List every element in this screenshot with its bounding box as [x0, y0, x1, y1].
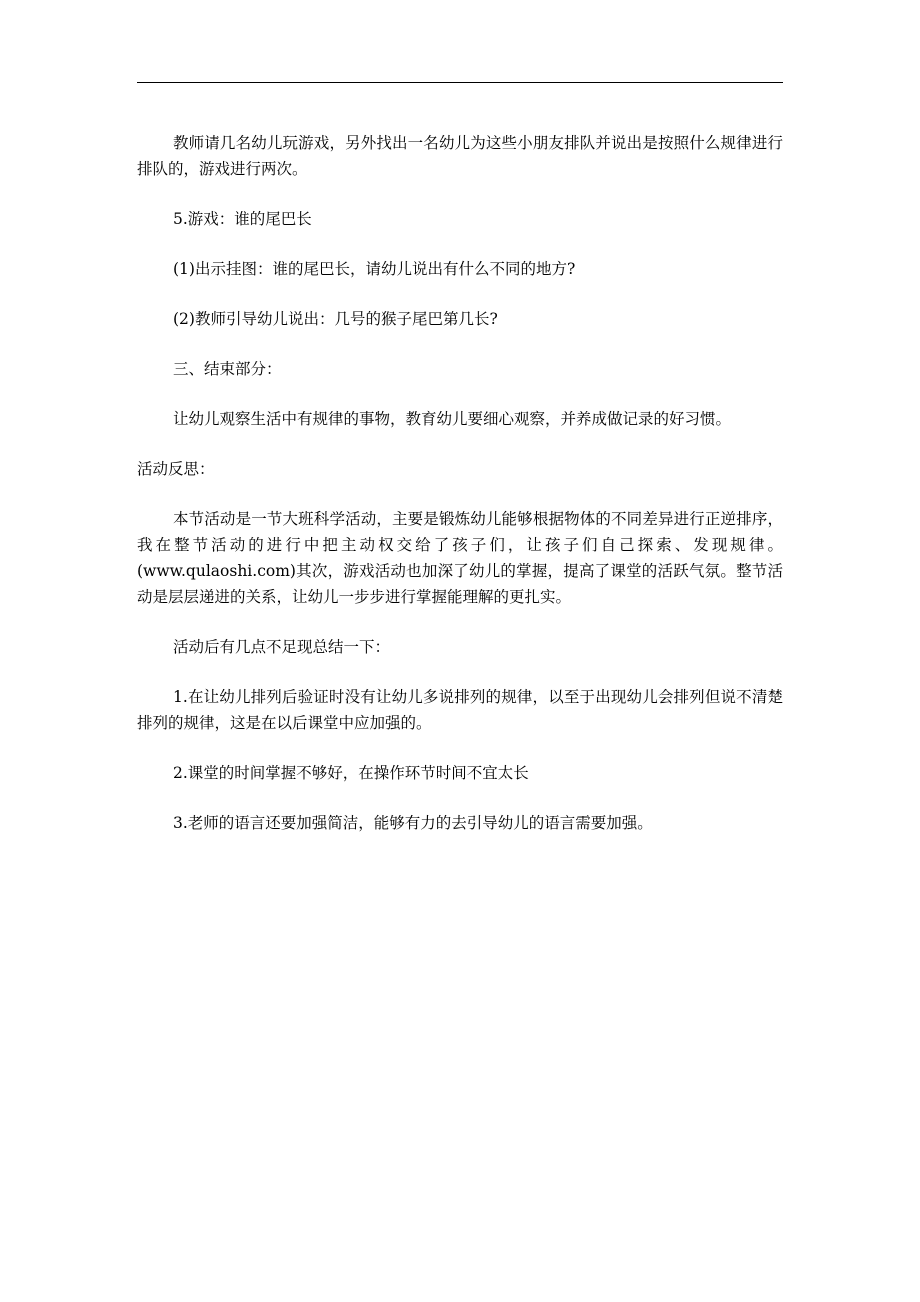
- paragraph-observe-life: 让幼儿观察生活中有规律的事物，教育幼儿要细心观察，并养成做记录的好习惯。: [173, 410, 732, 428]
- heading-ending-part: 三、结束部分：: [173, 360, 282, 378]
- list-item-shortcoming-3: 3.老师的语言还要加强简洁，能够有力的去引导幼儿的语言需要加强。: [173, 814, 653, 832]
- list-item-guide-children: (2)教师引导幼儿说出：几号的猴子尾巴第几长?: [173, 310, 498, 328]
- paragraph-shortcomings-intro: 活动后有几点不足现总结一下：: [173, 638, 391, 656]
- list-item-shortcoming-1: 1.在让幼儿排列后验证时没有让幼儿多说排列的规律，以至于出现幼儿会排列但说不清楚排列的规律，这是在以后课堂中应加强的。: [137, 688, 783, 732]
- document-body: [137, 130, 783, 860]
- list-item-shortcoming-2: 2.课堂的时间掌握不够好，在操作环节时间不宜太长: [173, 764, 529, 782]
- header-rule: [137, 82, 783, 83]
- paragraph-game-queue: 教师请几名幼儿玩游戏，另外找出一名幼儿为这些小朋友排队并说出是按照什么规律进行排队的，游戏进行两次。: [137, 134, 783, 178]
- heading-tail-game: 5.游戏：谁的尾巴长: [173, 210, 312, 228]
- heading-activity-reflection: 活动反思：: [137, 460, 215, 478]
- paragraph-reflection-body: 本节活动是一节大班科学活动，主要是锻炼幼儿能够根据物体的不同差异进行正逆排序，我在整节活动的进行中把主动权交给了孩子们，让孩子们自己探索、发现规律。(www.qulaoshi.com)其次，游戏活动也加深了幼儿的掌握，提高了课堂的活跃气氛。整节活动是层层递进的关系，让幼儿一步步进行掌握能理解的更扎实。: [137, 510, 783, 606]
- list-item-show-chart: (1)出示挂图：谁的尾巴长，请幼儿说出有什么不同的地方?: [173, 260, 576, 278]
